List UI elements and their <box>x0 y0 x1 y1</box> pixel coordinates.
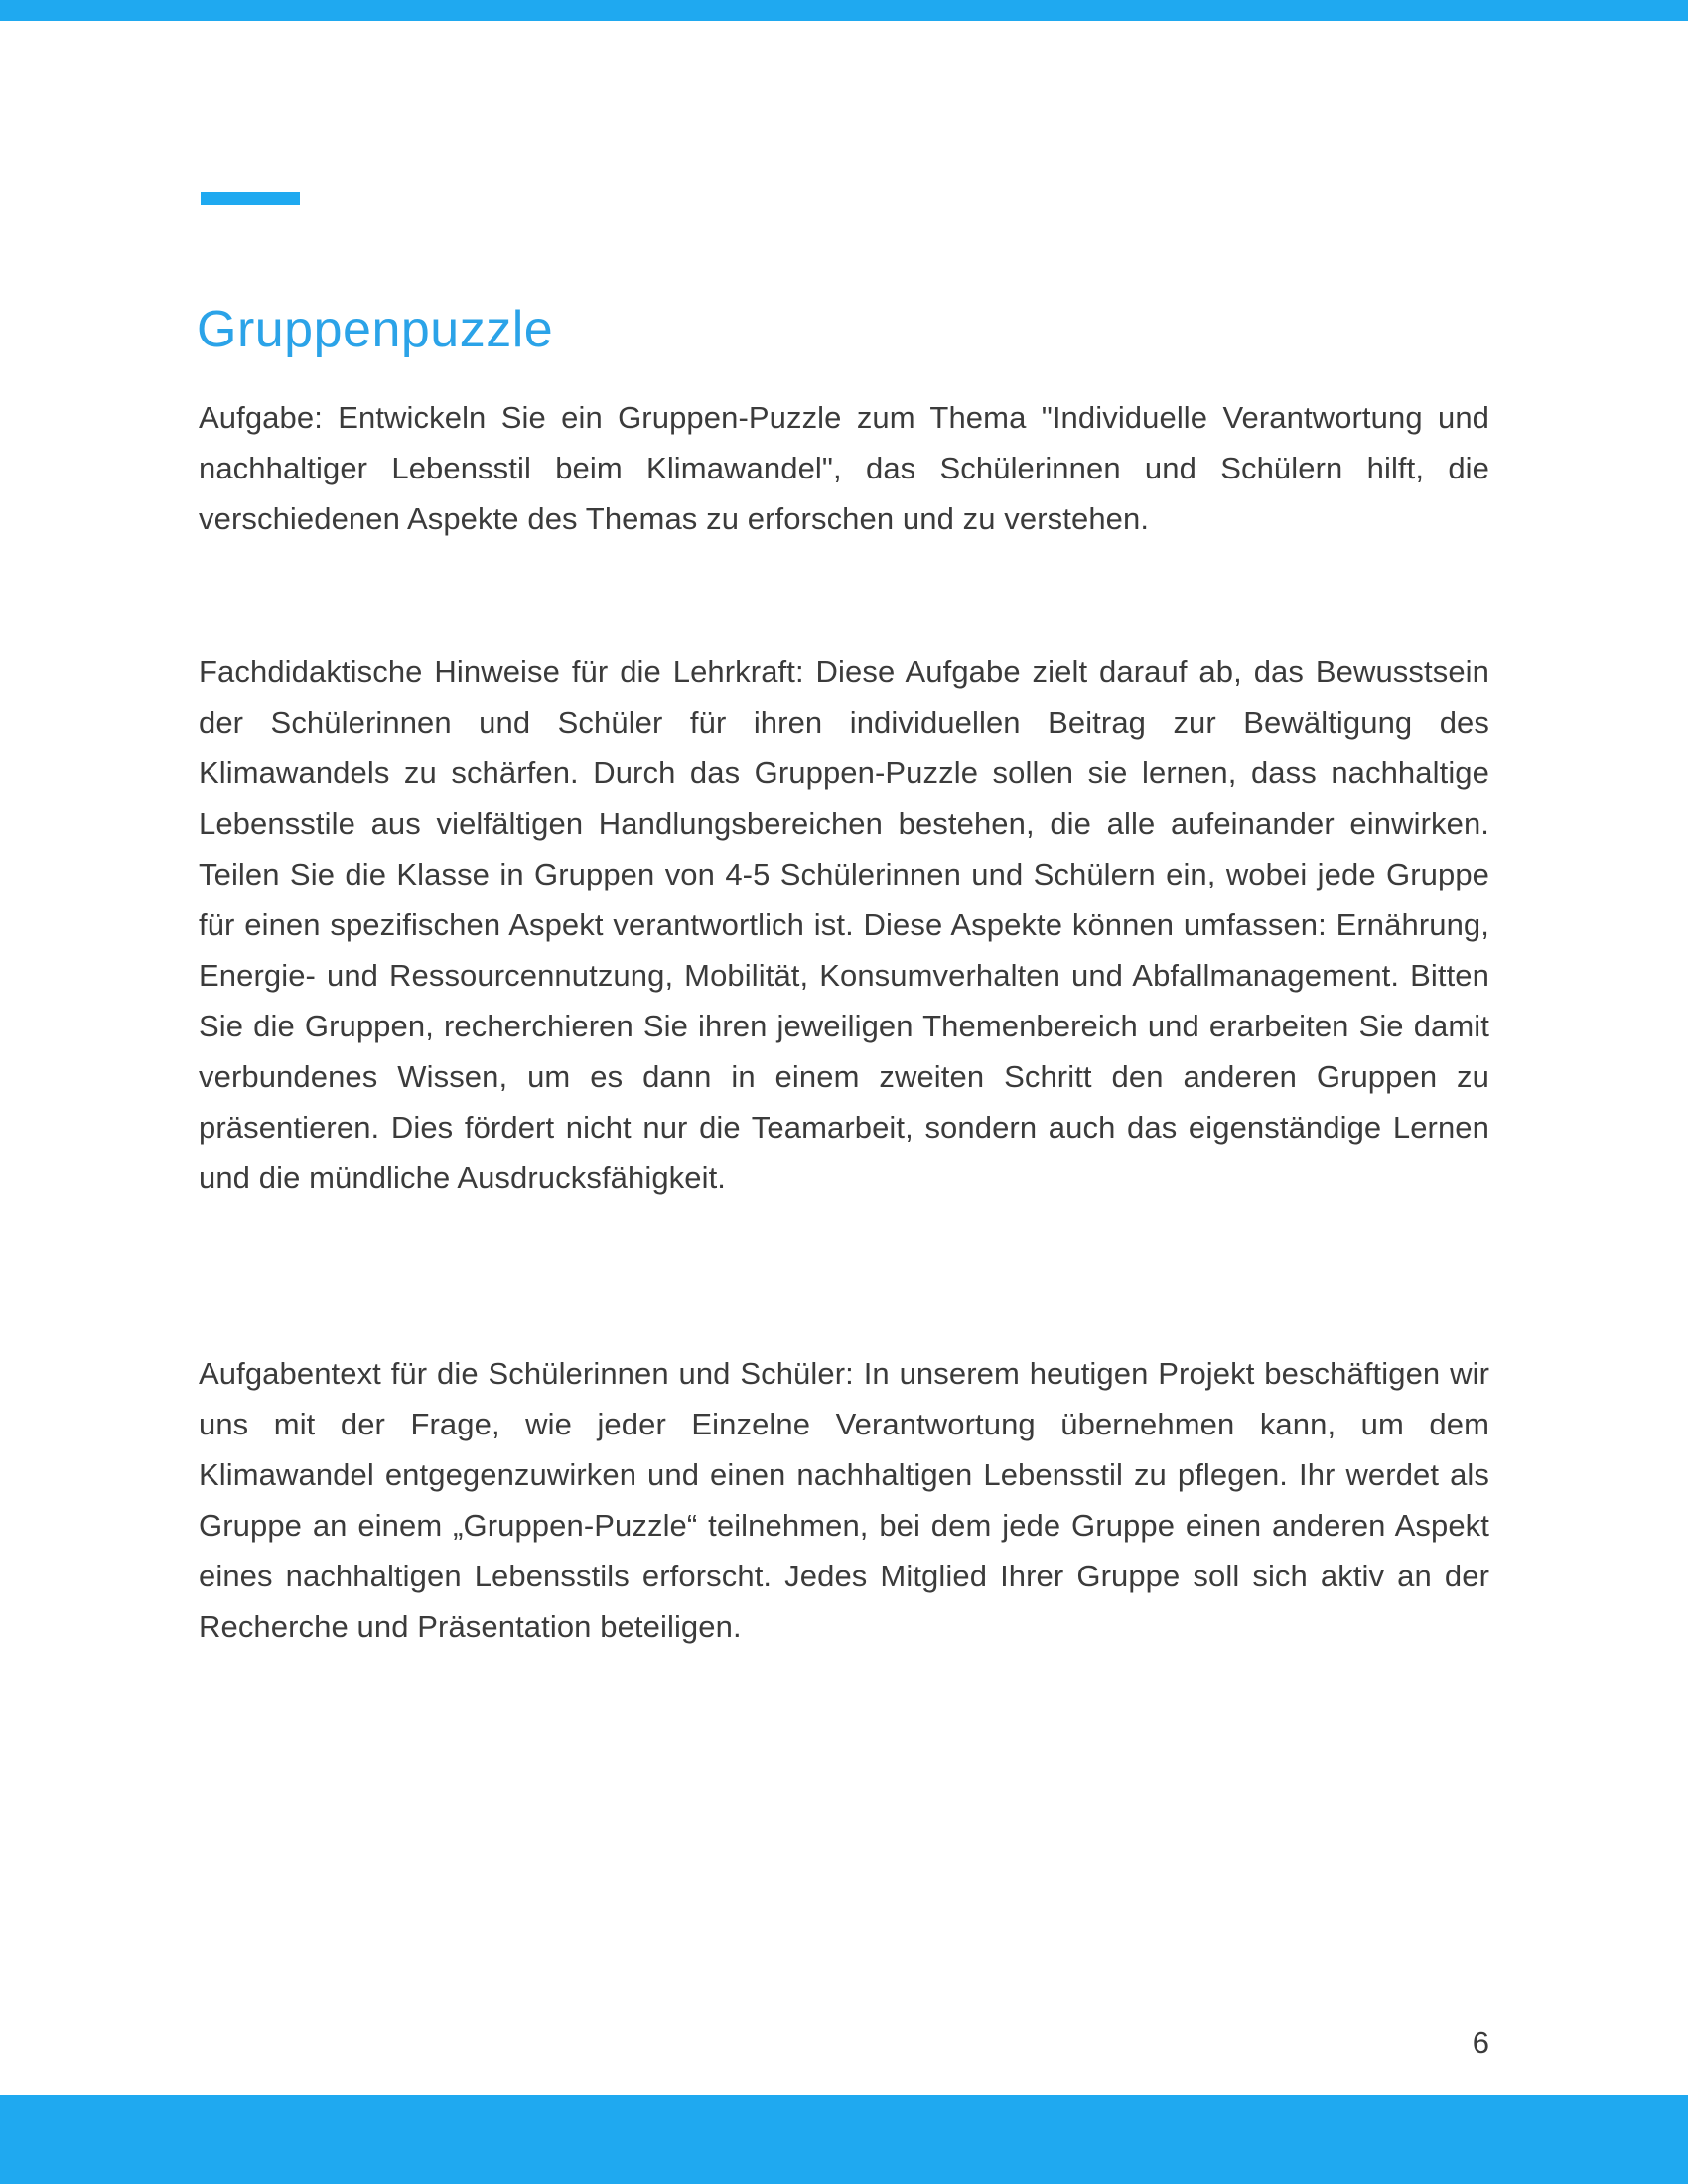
page-title: Gruppenpuzzle <box>197 301 554 358</box>
bottom-accent-bar <box>0 2095 1688 2184</box>
paragraph-fachdidaktische-hinweise: Fachdidaktische Hinweise für die Lehrkraft: Diese Aufgabe zielt darauf ab, das Bewusstsein der Schülerinnen und Schüler für ihren individuellen Beitrag zur Bewältigung des Klimawandels zu schärfen. Durch das Gruppen-Puzzle sollen sie lernen, dass nachhaltige Lebensstile aus vielfältigen Handlungsbereichen bestehen, die alle aufeinander einwirken. Teilen Sie die Klasse in Gruppen von 4-5 Schülerinnen und Schülern ein, wobei jede Gruppe für einen spezifischen Aspekt verantwortlich ist. Diese Aspekte können umfassen: Ernährung, Energie- und Ressourcennutzung, Mobilität, Konsumverhalten und Abfallmanagement. Bitten Sie die Gruppen, recherchieren Sie ihren jeweiligen Themenbereich und erarbeiten Sie damit verbundenes Wissen, um es dann in einem zweiten Schritt den anderen Gruppen zu präsentieren. Dies fördert nicht nur die Teamarbeit, sondern auch das eigenständige Lernen und die mündliche Ausdrucksfähigkeit. <box>199 654 1489 1195</box>
top-accent-bar <box>0 0 1688 21</box>
paragraph-aufgabe: Aufgabe: Entwickeln Sie ein Gruppen-Puzzle zum Thema "Individuelle Verantwortung und nachhaltiger Lebensstil beim Klimawandel", das Schülerinnen und Schülern hilft, die verschiedenen Aspekte des Themas zu erforschen und zu verstehen. <box>199 400 1489 536</box>
paragraph-aufgabentext: Aufgabentext für die Schülerinnen und Schüler: In unserem heutigen Projekt beschäftigen wir uns mit der Frage, wie jeder Einzelne Verantwortung übernehmen kann, um dem Klimawandel entgegenzuwirken und einen nachhaltigen Lebensstil zu pflegen. Ihr werdet als Gruppe an einem „Gruppen-Puzzle“ teilnehmen, bei dem jede Gruppe einen anderen Aspekt eines nachhaltigen Lebensstils erforscht. Jedes Mitglied Ihrer Gruppe soll sich aktiv an der Recherche und Präsentation beteiligen. <box>199 1356 1489 1644</box>
section-marker-dash <box>201 192 300 205</box>
page-number: 6 <box>1472 2025 1489 2060</box>
